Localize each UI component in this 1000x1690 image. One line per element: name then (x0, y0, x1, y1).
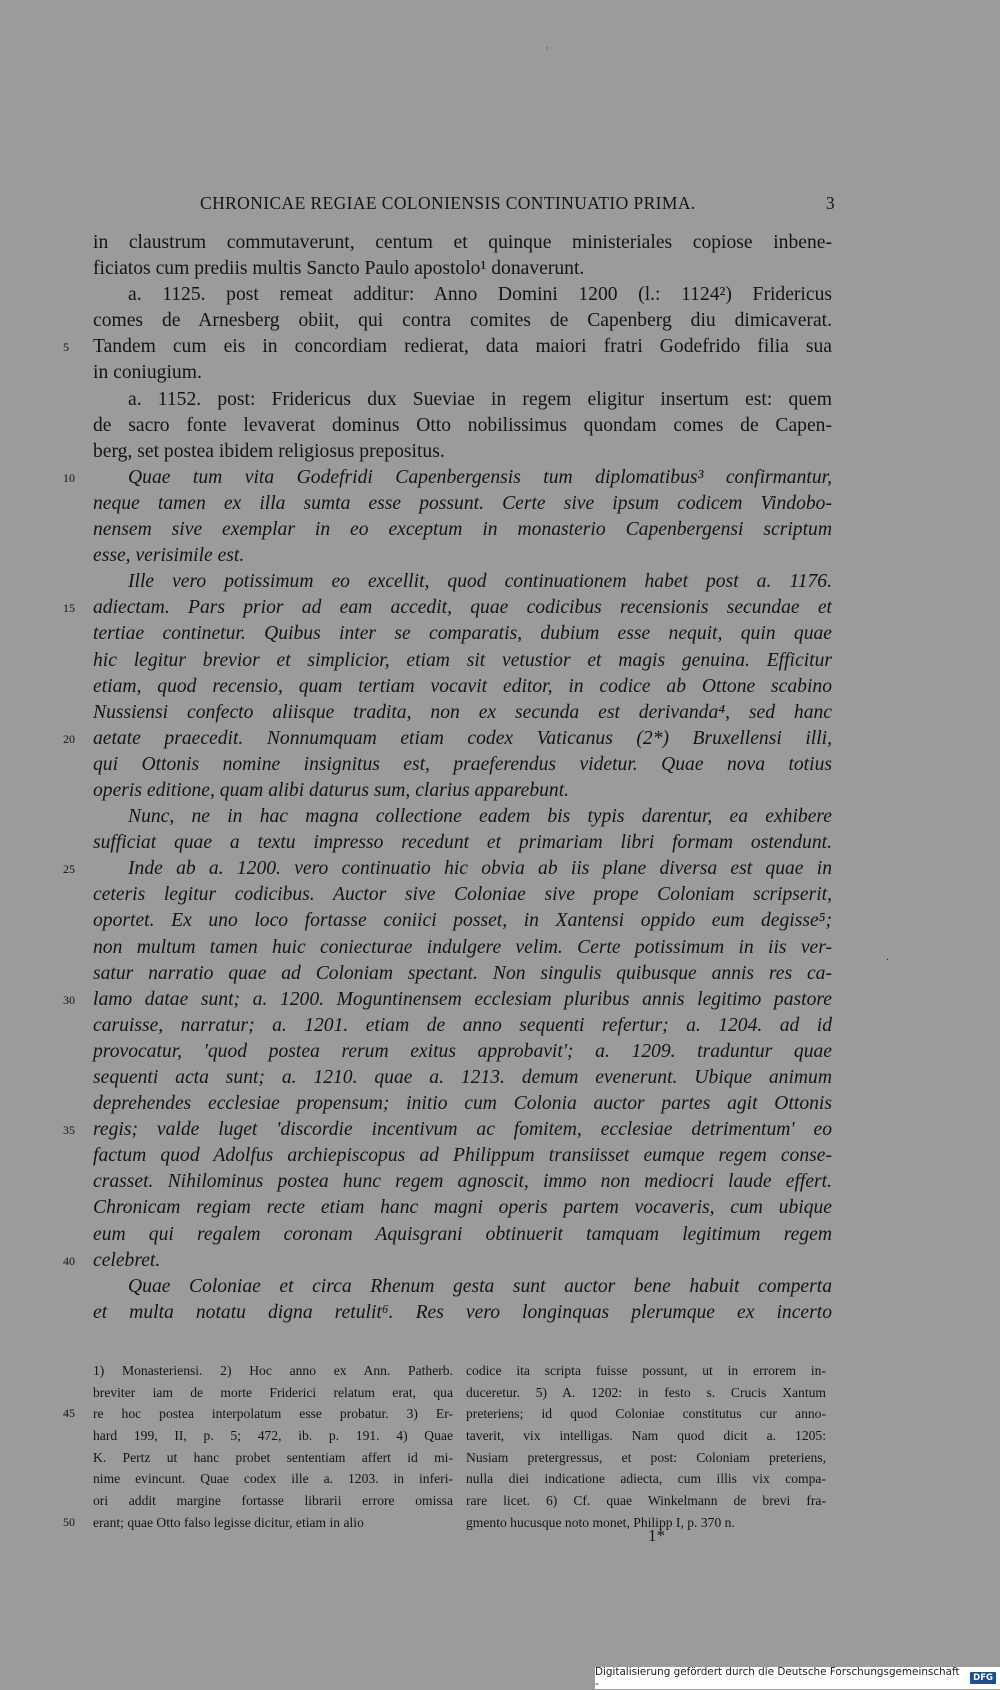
line-text: rare licet. 6) Cf. quae Winkelmann de brevi fra- (466, 1493, 826, 1509)
text-line (93, 1300, 832, 1326)
line-text: preteriens; id quod Coloniae constitutus cur anno- (466, 1406, 826, 1422)
text-line (93, 621, 832, 647)
line-number: 35 (63, 1123, 75, 1138)
text-line (93, 256, 832, 282)
line-text: in claustrum commutaverunt, centum et quinque ministeriales copiose inbene- (93, 232, 832, 253)
line-text: celebret. (93, 1249, 161, 1271)
line-text: etiam, quod recensio, quam tertiam vocavit editor, in codice ab Ottone scabino (93, 675, 832, 697)
line-text: Quae tum vita Godefridi Capenbergensis tum diplomatibus³ confirmantur, (128, 466, 832, 488)
line-text: qui Ottonis nomine insignitus est, praeferendus videtur. Quae nova totius (93, 753, 832, 775)
text-line (93, 1169, 832, 1195)
line-text: ori addit margine fortasse librarii errore omissa (93, 1493, 453, 1509)
line-text: Nussiensi confecto aliisque tradita, non ex secunda est derivanda⁴, sed hanc (93, 701, 832, 723)
text-line (93, 1143, 832, 1169)
text-line (93, 387, 832, 413)
line-text: de sacro fonte levaverat dominus Otto nobilissimus quondam comes de Capen- (93, 414, 832, 436)
footnote-line (93, 1468, 453, 1490)
line-text: factum quod Adolfus archiepiscopus ad Philippum transiisset eumque regem conse- (93, 1145, 832, 1167)
line-number: 15 (63, 601, 75, 616)
footnote-line (63, 1403, 453, 1425)
line-text: adiectam. Pars prior ad eam accedit, quae codicibus recensionis secundae et (93, 597, 832, 619)
line-text: Nusiam pretergressus, et post: Coloniam preteriens, (466, 1449, 826, 1465)
line-text: gmento hucusque noto monet, Philipp I, p. 370 n. (466, 1514, 735, 1530)
footnote-line (466, 1360, 826, 1382)
text-line (93, 491, 832, 517)
text-line (93, 1091, 832, 1117)
line-text: ficiatos cum prediis multis Sancto Paulo apostolo¹ donaverunt. (93, 258, 585, 280)
text-line (93, 230, 832, 256)
footnote-line (93, 1490, 453, 1512)
line-text: neque tamen ex illa sumta esse possunt. Certe sive ipsum codicem Vindobo- (93, 492, 832, 514)
line-text: caruisse, narratur; a. 1201. etiam de anno sequenti refertur; a. 1204. ad id (93, 1014, 832, 1036)
line-text: oportet. Ex uno loco fortasse coniici posset, in Xantensi oppido eum degisse⁵; (93, 910, 832, 932)
line-number: 45 (63, 1406, 75, 1421)
text-line (63, 1248, 832, 1274)
text-line (93, 700, 832, 726)
footnote-line (466, 1512, 826, 1534)
text-line (93, 439, 832, 465)
line-text: duceretur. 5) A. 1202: in festo s. Crucis Xantum (466, 1384, 826, 1400)
footnote-line (466, 1468, 826, 1490)
footnote-line (466, 1490, 826, 1512)
line-text: a. 1152. post: Fridericus dux Sueviae in regem eligitur insertum est: quem (128, 388, 832, 410)
line-text: non multum tamen huic coniecturae indulgere velim. Certe potissimum in iis ver- (93, 936, 832, 958)
line-number: 10 (63, 470, 75, 485)
footnote-line (466, 1425, 826, 1447)
line-text: erant; quae Otto falso legisse dicitur, etiam in alio (93, 1514, 364, 1530)
text-line (63, 334, 832, 360)
line-text: regis; valde luget 'discordie incentivum ac fomitem, ecclesiae detrimentum' eo (93, 1119, 832, 1141)
line-text: codice ita scripta fuisse possunt, ut in errorem in- (466, 1363, 826, 1378)
line-number: 20 (63, 731, 75, 746)
main-text (63, 230, 832, 1326)
text-line (93, 360, 832, 386)
signature-mark: 1* (648, 1526, 665, 1545)
text-line (93, 1195, 832, 1221)
line-text: esse, verisimile est. (93, 545, 245, 567)
line-text: ceteris legitur codicibus. Auctor sive Coloniae sive prope Coloniam scripserit, (93, 884, 832, 906)
line-text: Ille vero potissimum eo excellit, quod continuationem habet post a. 1176. (128, 571, 832, 593)
line-text: K. Pertz ut hanc probet sententiam affert id mi- (93, 1449, 453, 1465)
text-line (63, 856, 832, 882)
line-text: Inde ab a. 1200. vero continuatio hic obvia ab iis plane diversa est quae in (128, 858, 832, 880)
line-number: 25 (63, 862, 75, 877)
line-text: nensem sive exemplar in eo exceptum in monasterio Capenbergensi scriptum (93, 519, 832, 541)
text-line (93, 674, 832, 700)
line-text: berg, set postea ibidem religiosus prepositus. (93, 440, 445, 462)
line-text: in coniugium. (93, 362, 202, 384)
line-text: deprehendes ecclesiae propensum; initio cum Colonia auctor partes agit Ottonis (93, 1093, 832, 1115)
text-line (93, 882, 832, 908)
text-line (93, 804, 832, 830)
top-tick-mark: ' (546, 46, 548, 57)
text-line (93, 308, 832, 334)
text-line (93, 1039, 832, 1065)
text-line (93, 778, 832, 804)
text-line (63, 1117, 832, 1143)
footnote-line (93, 1360, 453, 1382)
line-text: hic legitur brevior et simplicior, etiam sit vetustior et magis genuina. Efficitur (93, 649, 832, 671)
page-number: 3 (825, 193, 835, 213)
line-text: eum qui regalem coronam Aquisgrani obtinuerit tamquam legitimum regem (93, 1223, 832, 1245)
text-line (93, 1065, 832, 1091)
text-line (93, 752, 832, 778)
footnote-line (93, 1425, 453, 1447)
text-line (63, 987, 832, 1013)
footer-credit-text: Digitalisierung gefördert durch die Deutsche Forschungsgemeinschaft - (595, 1666, 960, 1690)
line-text: nime evincunt. Quae codex ille a. 1203. in inferi- (93, 1471, 453, 1487)
line-text: re hoc postea interpolatum esse probatur. 3) Er- (93, 1406, 453, 1422)
footnotes-right-column (466, 1360, 826, 1534)
text-line (63, 465, 832, 491)
line-text: tertiae continetur. Quibus inter se comparatis, dubium esse nequit, quin quae (93, 623, 832, 645)
line-text: lamo datae sunt; a. 1200. Moguntinensem ecclesiam pluribus annis legitimo pastore (93, 988, 832, 1010)
line-text: nulla diei indicatione adiecta, cum illis vix compa- (466, 1471, 826, 1487)
text-line (63, 726, 832, 752)
line-text: breviter iam de morte Friderici relatum erat, qua (93, 1384, 453, 1400)
text-line (93, 413, 832, 439)
margin-dot: . (886, 949, 889, 963)
line-text: et multa notatu digna retulit⁶. Res vero longinquas plerumque ex incerto (93, 1301, 832, 1323)
line-text: comes de Arnesberg obiit, qui contra comites de Capenberg diu dimicaverat. (93, 310, 832, 332)
line-number: 50 (63, 1514, 75, 1529)
dfg-logo: DFG (970, 1672, 996, 1684)
line-text: taverit, vix intelligas. Nam quod dicit a. 1205: (466, 1428, 826, 1444)
line-text: hard 199, II, p. 5; 472, ib. p. 191. 4) Quae (93, 1428, 453, 1444)
line-text: crasset. Nihilominus postea hunc regem agnoscit, immo non mediocri laude effert. (93, 1171, 832, 1193)
footnote-line (93, 1447, 453, 1469)
text-line (93, 543, 832, 569)
text-line (93, 1013, 832, 1039)
footnote-line (466, 1403, 826, 1425)
line-text: Tandem cum eis in concordiam redierat, data maiori fratri Godefrido filia sua (93, 336, 832, 358)
digitization-footer (595, 1667, 1000, 1689)
footnote-line (63, 1512, 453, 1534)
line-number: 5 (63, 340, 69, 355)
line-number: 30 (63, 992, 75, 1007)
line-number: 40 (63, 1253, 75, 1268)
text-line (63, 595, 832, 621)
footnote-line (466, 1447, 826, 1469)
text-line (93, 935, 832, 961)
running-title: CHRONICAE REGIAE COLONIENSIS CONTINUATIO PRIMA. (200, 193, 696, 213)
text-line (93, 908, 832, 934)
text-line (93, 1274, 832, 1300)
line-text: a. 1125. post remeat additur: Anno Domini 1200 (l.: 1124²) Fridericus (128, 284, 832, 306)
line-text: 1) Monasteriensi. 2) Hoc anno ex Ann. Patherb. (93, 1363, 453, 1378)
text-line (93, 517, 832, 543)
line-text: provocatur, 'quod postea rerum exitus approbavit'; a. 1209. traduntur quae (93, 1040, 832, 1062)
text-line (93, 961, 832, 987)
text-line (93, 282, 832, 308)
line-text: sufficiat quae a textu impresso recedunt et primariam libri formam ostendunt. (93, 832, 832, 854)
line-text: aetate praecedit. Nonnumquam etiam codex Vaticanus (2*) Bruxellensi illi, (93, 727, 832, 749)
text-line (93, 830, 832, 856)
text-line (93, 1222, 832, 1248)
line-text: sequenti acta sunt; a. 1210. quae a. 1213. demum evenerunt. Ubique animum (93, 1067, 832, 1088)
footnotes-left-column (63, 1360, 453, 1534)
text-line (93, 569, 832, 595)
text-line (93, 648, 832, 674)
line-text: operis editione, quam alibi daturus sum, clarius apparebunt. (93, 779, 570, 801)
line-text: Nunc, ne in hac magna collectione eadem bis typis darentur, ea exhibere (128, 806, 832, 828)
footnote-line (466, 1382, 826, 1404)
footnote-line (93, 1382, 453, 1404)
line-text: satur narratio quae ad Coloniam spectant. Non singulis quibusque annis res ca- (93, 962, 832, 984)
line-text: Quae Coloniae et circa Rhenum gesta sunt auctor bene habuit comperta (128, 1275, 832, 1297)
line-text: Chronicam regiam recte etiam hanc magni operis partem vocaveris, cum ubique (93, 1197, 832, 1219)
